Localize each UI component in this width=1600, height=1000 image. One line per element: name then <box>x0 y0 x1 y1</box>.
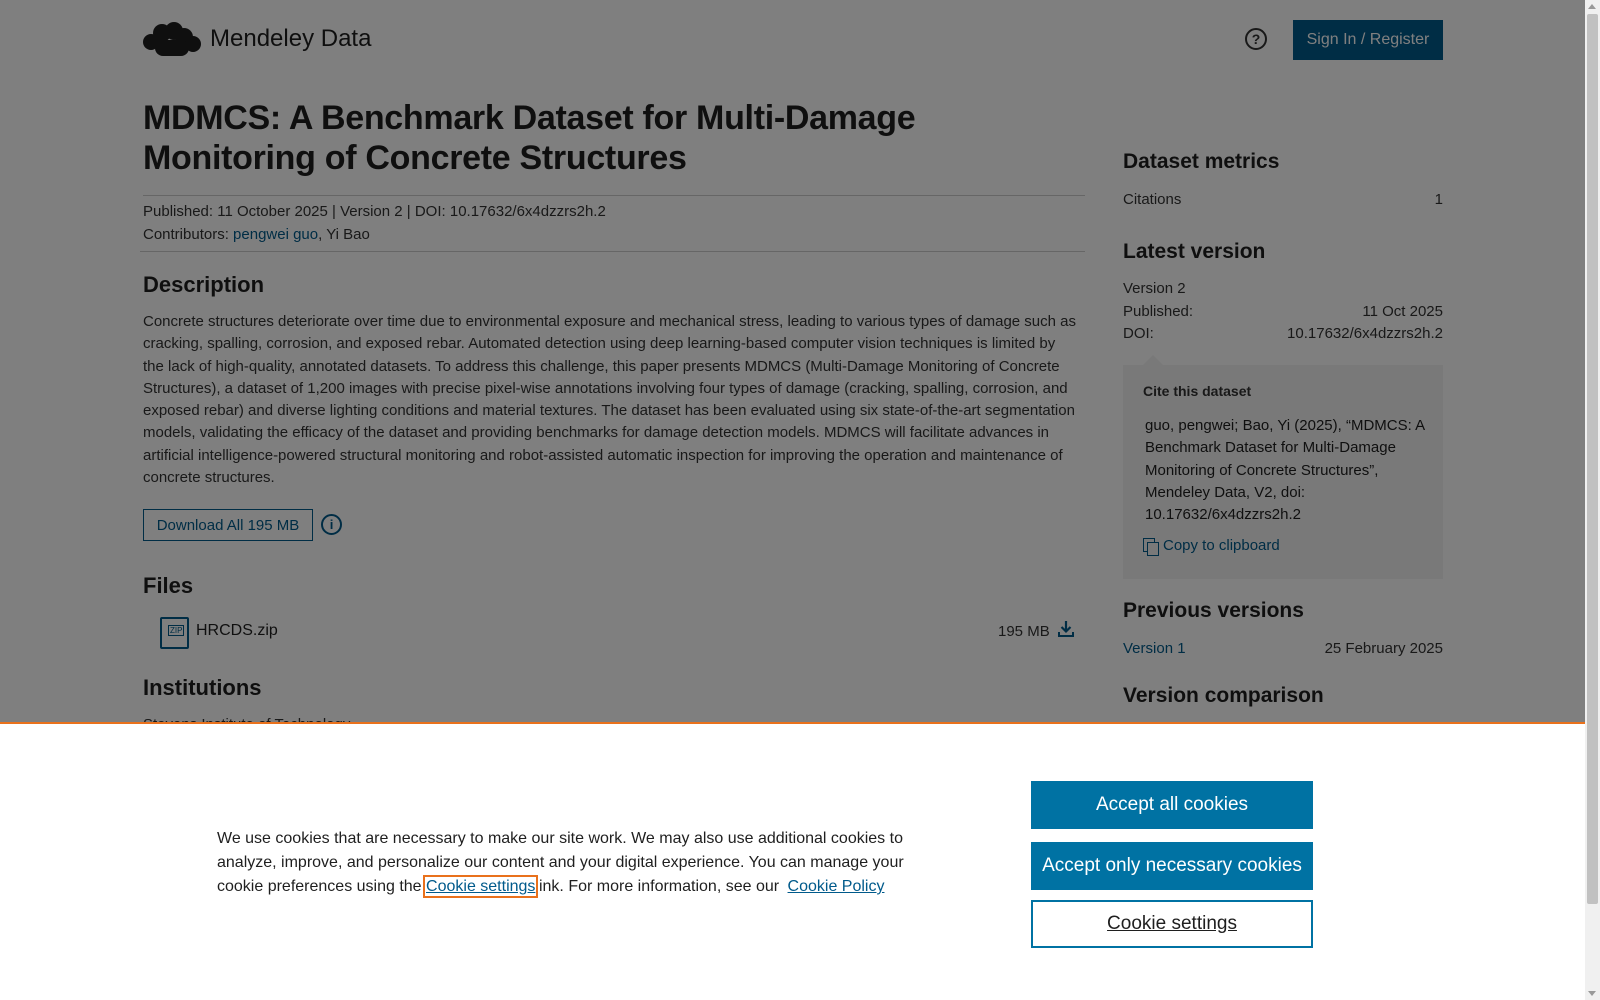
cookie-settings-button[interactable]: Cookie settings <box>1031 900 1313 948</box>
cookie-settings-link[interactable]: Cookie settings <box>426 878 536 895</box>
cookie-text <box>217 827 937 899</box>
scroll-up-arrow-icon[interactable] <box>1588 4 1596 9</box>
scrollbar[interactable] <box>1585 0 1600 1000</box>
cookie-banner <box>0 722 1585 1000</box>
scrollbar-thumb[interactable] <box>1587 14 1598 904</box>
cookie-text-part-2: link. For more information, see our <box>535 878 780 895</box>
accept-necessary-cookies-button[interactable]: Accept only necessary cookies <box>1031 842 1313 890</box>
scroll-down-arrow-icon[interactable] <box>1588 991 1596 996</box>
accept-all-cookies-button[interactable]: Accept all cookies <box>1031 781 1313 829</box>
cookie-policy-link[interactable]: Cookie Policy <box>787 878 885 895</box>
cookie-text-part-1: We use cookies that are necessary to make our site work. We may also use additional cookies to analyze, improve, and personalize our content and your digital experience. You can manage your cookie preferences using the <box>217 830 904 895</box>
